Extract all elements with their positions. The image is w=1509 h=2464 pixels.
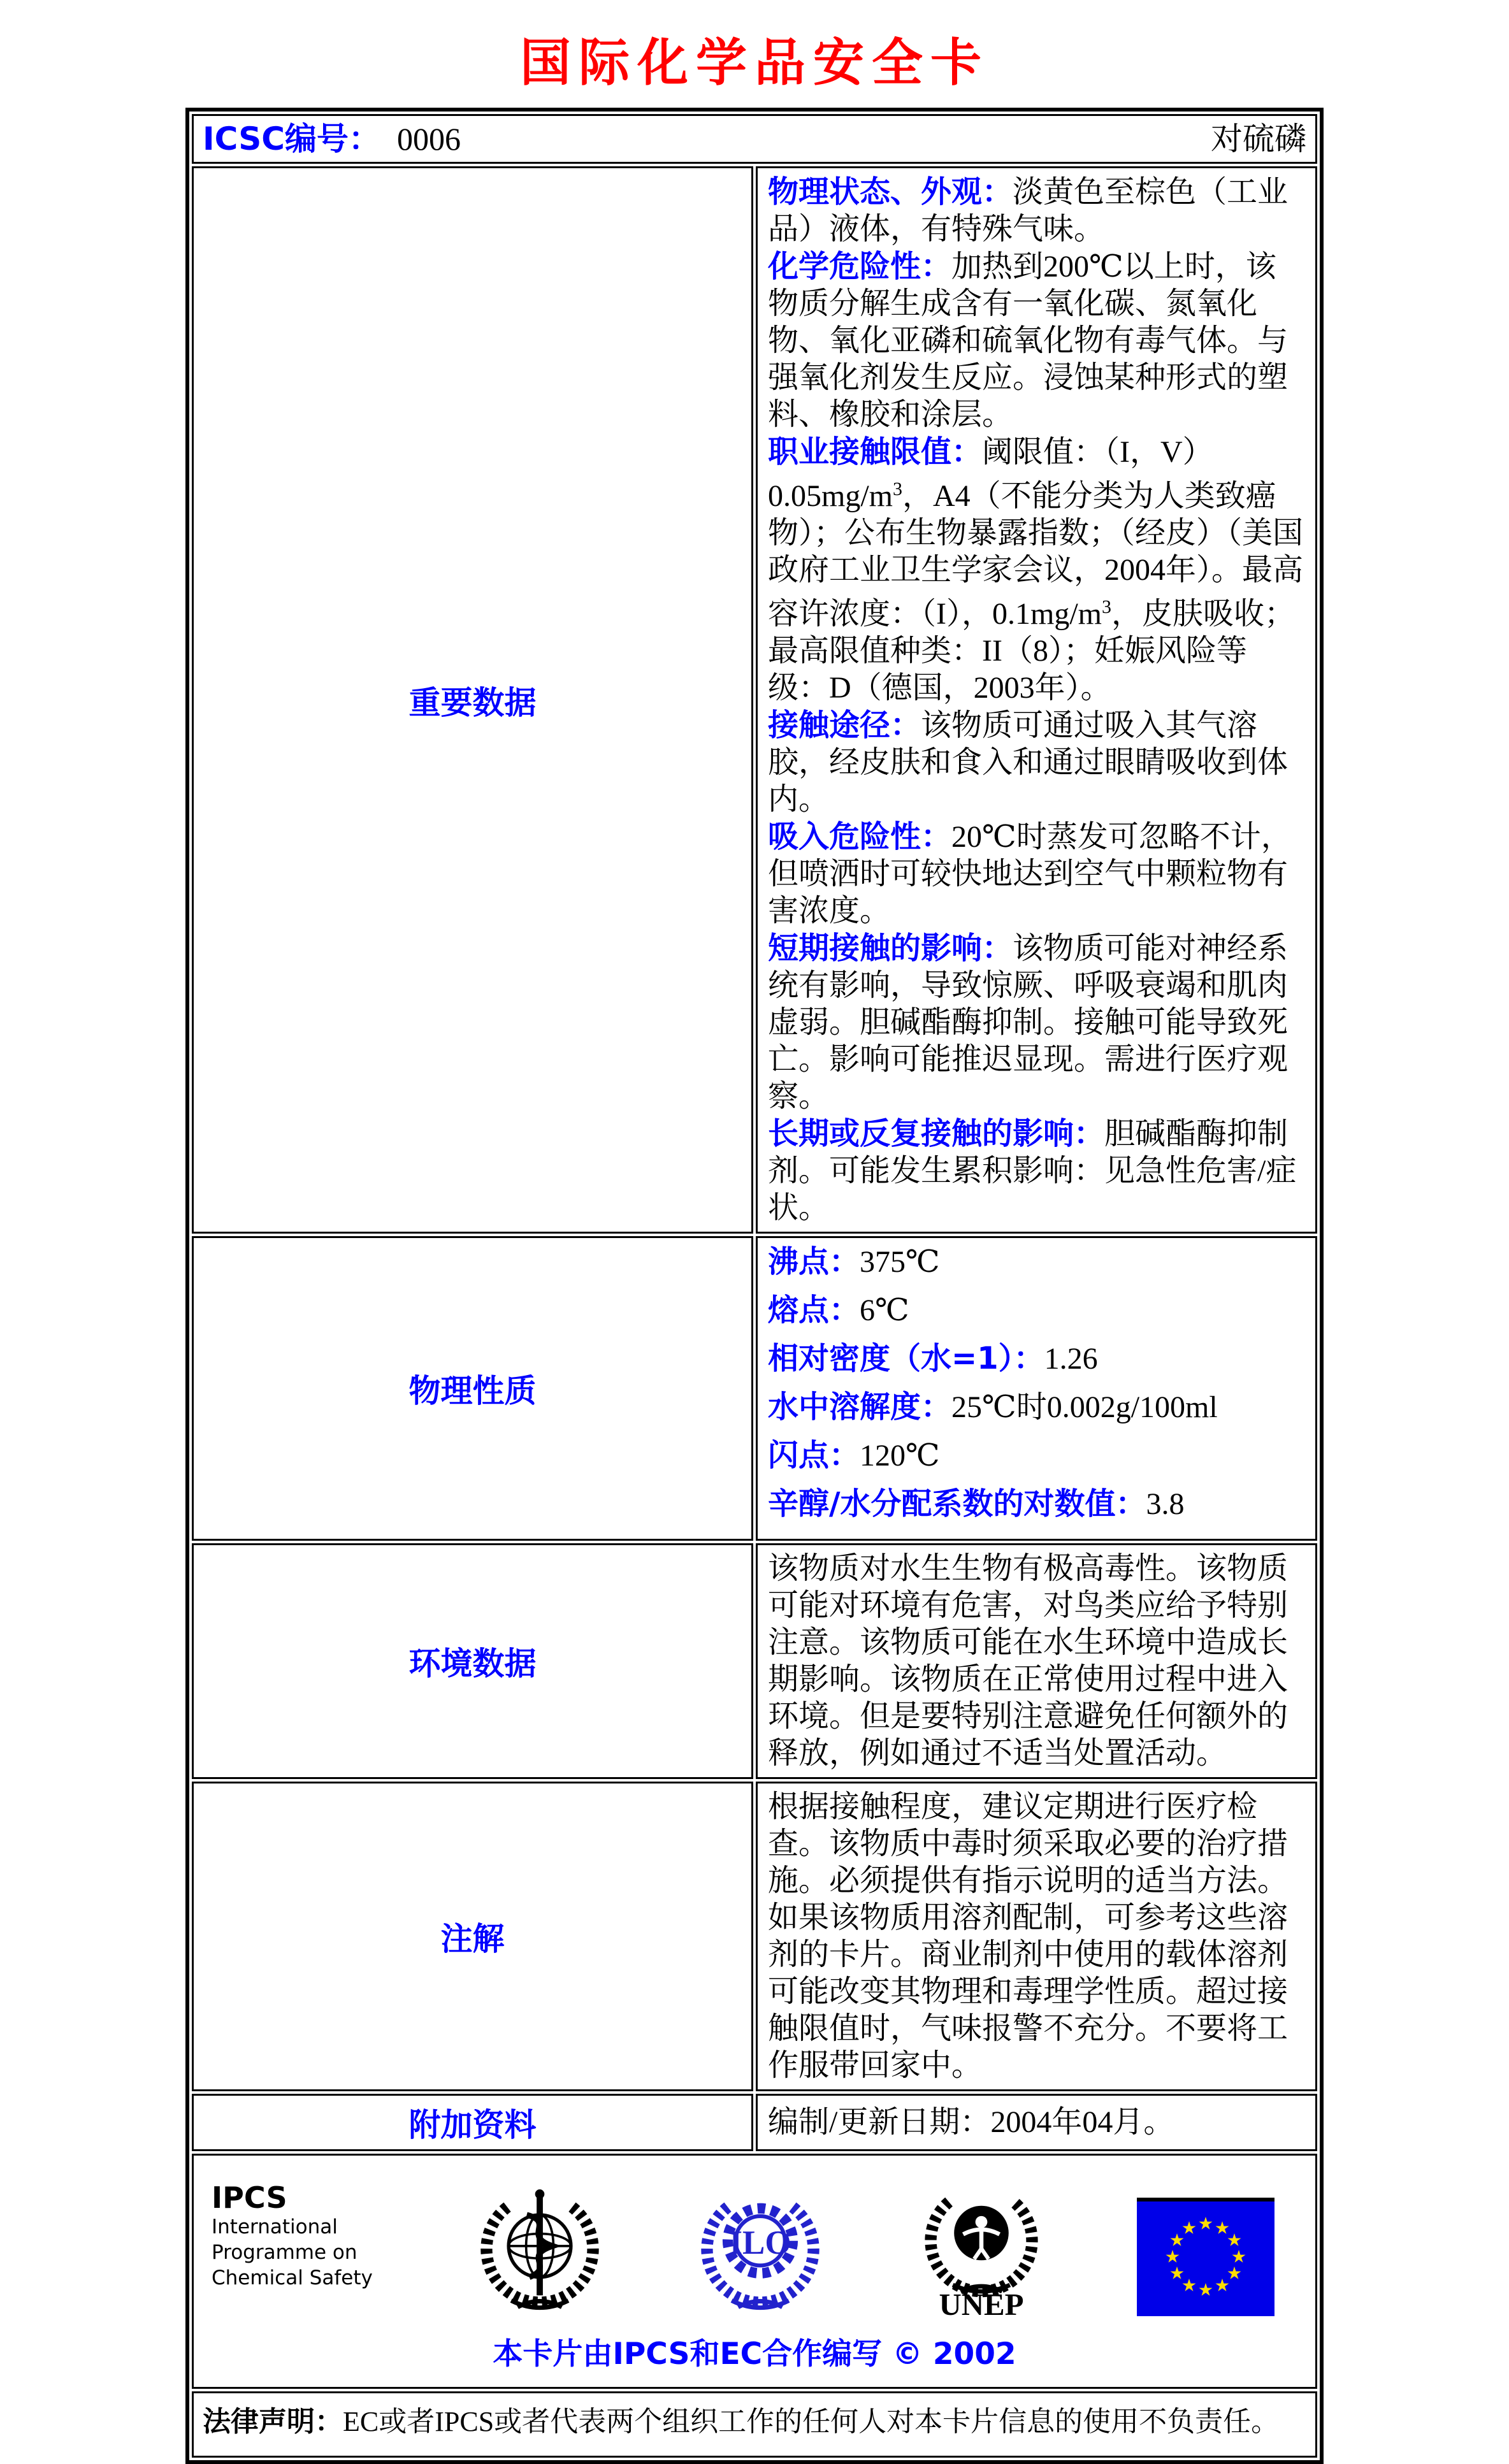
property-value: 1.26 xyxy=(1044,1342,1098,1376)
property-value: 3.8 xyxy=(1146,1487,1185,1521)
property-line xyxy=(768,1292,1305,1329)
update-date-text: 编制/更新日期：2004年04月。 xyxy=(768,2105,1174,2139)
ilo-logo-icon xyxy=(695,2181,825,2319)
notes-text: 根据接触程度，建议定期进行医疗检查。该物质中毒时须采取必要的治疗措施。必须提供有指示说明的适当方法。如果该物质用溶剂配制，可参考这些溶剂的卡片。商业制剂中使用的载体溶剂可能改变其物理和毒理学性质。超过接触限值时，气味报警不充分。不要将工作服带回家中。 xyxy=(768,1790,1289,2082)
unep-logo-icon xyxy=(916,2181,1046,2319)
field-label: 化学危险性： xyxy=(768,249,952,284)
chemical-name: 对硫磷 xyxy=(1211,121,1306,157)
property-value: 120℃ xyxy=(860,1439,940,1473)
legal-cell xyxy=(192,2391,1317,2458)
who-logo-icon xyxy=(475,2181,605,2319)
property-label: 相对密度（水=1）： xyxy=(768,1341,1044,1376)
property-label: 水中溶解度： xyxy=(768,1389,952,1425)
data-paragraph: 短期接触的影响：该物质可能对神经系统有影响，导致惊厥、呼吸衰竭和肌肉虚弱。胆碱酯酶抑制。接触可能导致死亡。影响可能推迟显现。需进行医疗观察。 xyxy=(768,930,1289,1113)
header-row xyxy=(192,114,1317,164)
section-content-physical xyxy=(756,1236,1317,1541)
section-label-physical: 物理性质 xyxy=(192,1236,753,1541)
field-label: 吸入危险性： xyxy=(768,819,952,854)
property-label: 熔点： xyxy=(768,1292,860,1328)
icsc-number-label: ICSC编号： xyxy=(203,120,380,157)
property-line xyxy=(768,1388,1305,1426)
data-paragraph: 吸入危险性：20℃时蒸发可忽略不计，但喷洒时可较快地达到空气中颗粒物有害浓度。 xyxy=(768,819,1292,928)
legal-label: 法律声明： xyxy=(203,2405,343,2438)
environment-text: 该物质对水生生物有极高毒性。该物质可能对环境有危害，对鸟类应给予特别注意。该物质可能在水生环境中造成长期影响。该物质在正常使用过程中进入环境。但是要特别注意避免任何额外的释放，例如通过不适当处置活动。 xyxy=(768,1552,1289,1770)
footer-logos-row xyxy=(192,2154,1317,2389)
section-label-important: 重要数据 xyxy=(192,166,753,1234)
property-value: 375℃ xyxy=(860,1245,940,1279)
property-line xyxy=(768,1340,1305,1378)
property-line xyxy=(768,1485,1305,1523)
footer-caption: 本卡片由IPCS和EC合作编写 © 2002 xyxy=(493,2337,1016,2372)
field-label: 职业接触限值： xyxy=(768,434,983,470)
data-paragraph: 物理状态、外观：淡黄色至棕色（工业品）液体，有特殊气味。 xyxy=(768,174,1289,246)
property-line xyxy=(768,1243,1305,1281)
section-content-additional xyxy=(756,2094,1317,2151)
section-row-environment xyxy=(192,1543,1317,1779)
page-title: 国际化学品安全卡 xyxy=(520,33,989,92)
section-row-additional xyxy=(192,2094,1317,2151)
section-row-notes xyxy=(192,1782,1317,2091)
legal-text: EC或者IPCS或者代表两个组织工作的任何人对本卡片信息的使用不负责任。 xyxy=(343,2406,1280,2437)
ipcs-subtitle-line2: Programme on xyxy=(212,2241,357,2264)
eu-flag-icon xyxy=(1137,2198,1274,2316)
icsc-card-page xyxy=(0,22,1509,2438)
property-label: 辛醇/水分配系数的对数值： xyxy=(768,1486,1146,1522)
ipcs-subtitle-line3: Chemical Safety xyxy=(212,2266,373,2289)
section-label-notes: 注解 xyxy=(192,1782,753,2091)
field-label: 接触途径： xyxy=(768,707,921,743)
section-content-environment xyxy=(756,1543,1317,1779)
footer-logos-cell xyxy=(192,2154,1317,2389)
field-label: 短期接触的影响： xyxy=(768,930,1013,966)
property-value: 6℃ xyxy=(860,1293,909,1327)
section-content-important xyxy=(756,166,1317,1234)
data-paragraph: 接触途径：该物质可通过吸入其气溶胶，经皮肤和食入和通过眼睛吸收到体内。 xyxy=(768,707,1289,816)
header-cell xyxy=(192,114,1317,164)
ipcs-acronym: IPCS xyxy=(212,2180,287,2215)
field-label: 物理状态、外观： xyxy=(768,174,1013,210)
property-label: 闪点： xyxy=(768,1437,860,1473)
property-value: 25℃时0.002g/100ml xyxy=(951,1390,1218,1424)
section-row-important xyxy=(192,166,1317,1234)
unep-logo-text: UNEP xyxy=(938,2286,1024,2319)
ilo-logo-text: ILO xyxy=(729,2224,791,2262)
section-label-additional: 附加资料 xyxy=(192,2094,753,2151)
property-label: 沸点： xyxy=(768,1244,860,1279)
section-label-environment: 环境数据 xyxy=(192,1543,753,1779)
ipcs-text-block xyxy=(212,2181,384,2291)
icsc-number-value: 0006 xyxy=(396,121,461,157)
section-row-physical xyxy=(192,1236,1317,1541)
data-paragraph: 长期或反复接触的影响：胆碱酯酶抑制剂。可能发生累积影响：见急性危害/症状。 xyxy=(768,1116,1297,1225)
data-paragraph: 职业接触限值：阈限值：（I，$V)0.05mg/m^3$，A4（不能分类为人类致癌物）；公布生物暴露指数；（经皮）（美国政府工业卫生学家会议，2004年）。最高容许浓度：（I），$0.1mg/m^3$，皮肤吸收；最高限值种类：II（8）；妊娠风险等级：D（德国，2003年）。 xyxy=(768,434,1304,705)
icsc-card-table xyxy=(185,108,1324,2464)
ipcs-subtitle-line1: International xyxy=(212,2215,338,2238)
section-content-notes xyxy=(756,1782,1317,2091)
legal-row xyxy=(192,2391,1317,2458)
field-label: 长期或反复接触的影响： xyxy=(768,1116,1105,1151)
data-paragraph: 化学危险性：加热到200℃以上时，该物质分解生成含有一氧化碳、氮氧化物、氧化亚磷和硫氧化物有毒气体。与强氧化剂发生反应。浸蚀某种形式的塑料、橡胶和涂层。 xyxy=(768,249,1289,431)
property-line xyxy=(768,1437,1305,1474)
